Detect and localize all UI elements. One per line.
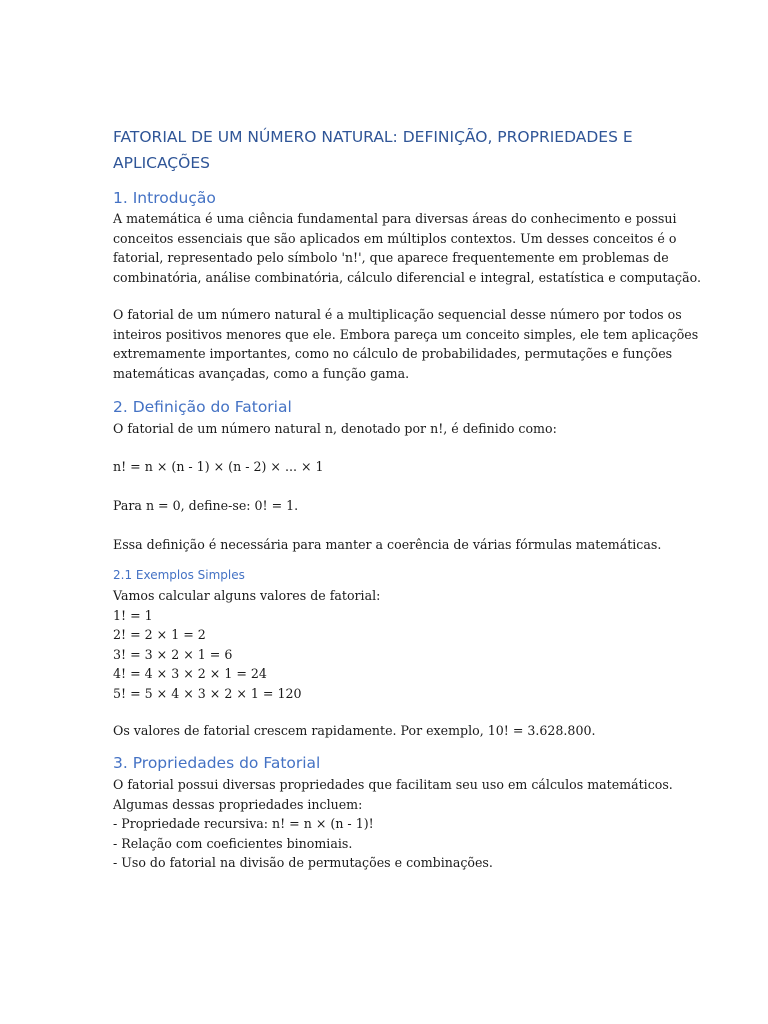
introduction-paragraph-1 xyxy=(113,209,701,287)
example-line: 3! = 3 × 2 × 1 = 6 xyxy=(113,646,233,662)
definition-paragraph: O fatorial de um número natural n, denotado por n!, é definido como: xyxy=(113,421,557,436)
text-line: combinatória, análise combinatória, cálculo diferencial e integral, estatística e computação. xyxy=(113,269,701,285)
example-line: 2! = 2 × 1 = 2 xyxy=(113,627,206,643)
example-line: 4! = 4 × 3 × 2 × 1 = 24 xyxy=(113,666,267,682)
introduction-paragraph-2 xyxy=(113,305,699,383)
text-line: extremamente importantes, como no cálculo de probabilidades, permutações e funções xyxy=(113,346,673,362)
text-line: fatorial, representado pelo símbolo 'n!', que aparece frequentemente em problemas de xyxy=(113,250,669,266)
section-heading-definition: 2. Definição do Fatorial xyxy=(113,398,292,416)
text-line: inteiros positivos menores que ele. Embora pareça um conceito simples, ele tem aplicações xyxy=(113,326,699,342)
text-line: A matemática é uma ciência fundamental para diversas áreas do conhecimento e possui xyxy=(113,211,677,226)
zero-factorial-definition: Para n = 0, define-se: 0! = 1. xyxy=(113,498,299,513)
text-line: O fatorial de um número natural é a multiplicação sequencial desse número por todos os xyxy=(113,307,682,322)
definition-note: Essa definição é necessária para manter a coerência de várias fórmulas matemáticas. xyxy=(113,537,662,552)
properties-list xyxy=(113,775,673,873)
section-heading-properties: 3. Propriedades do Fatorial xyxy=(113,754,321,772)
factorial-growth-note: Os valores de fatorial crescem rapidamente. Por exemplo, 10! = 3.628.800. xyxy=(113,723,596,738)
subsection-heading-examples: 2.1 Exemplos Simples xyxy=(113,568,245,582)
section-heading-introduction: 1. Introdução xyxy=(113,189,216,207)
examples-list xyxy=(113,586,673,704)
property-item: - Uso do fatorial na divisão de permutações e combinações. xyxy=(113,855,493,871)
text-line: matemáticas avançadas, como a função gama. xyxy=(113,365,410,381)
text-line: Vamos calcular alguns valores de fatorial: xyxy=(113,588,381,603)
example-line: 5! = 5 × 4 × 3 × 2 × 1 = 120 xyxy=(113,685,302,701)
property-item: - Propriedade recursiva: n! = n × (n - 1)! xyxy=(113,816,374,832)
text-line: Algumas dessas propriedades incluem: xyxy=(113,796,363,812)
text-line: conceitos essenciais que são aplicados em múltiplos contextos. Um desses conceitos é o xyxy=(113,230,677,246)
example-line: 1! = 1 xyxy=(113,607,153,623)
text-line: O fatorial possui diversas propriedades que facilitam seu uso em cálculos matemáticos. xyxy=(113,777,673,792)
factorial-formula: n! = n × (n - 1) × (n - 2) × ... × 1 xyxy=(113,459,324,474)
property-item: - Relação com coeficientes binomiais. xyxy=(113,835,353,851)
document-title: FATORIAL DE UM NÚMERO NATURAL: DEFINIÇÃO, PROPRIEDADES E APLICAÇÕES xyxy=(113,128,633,172)
